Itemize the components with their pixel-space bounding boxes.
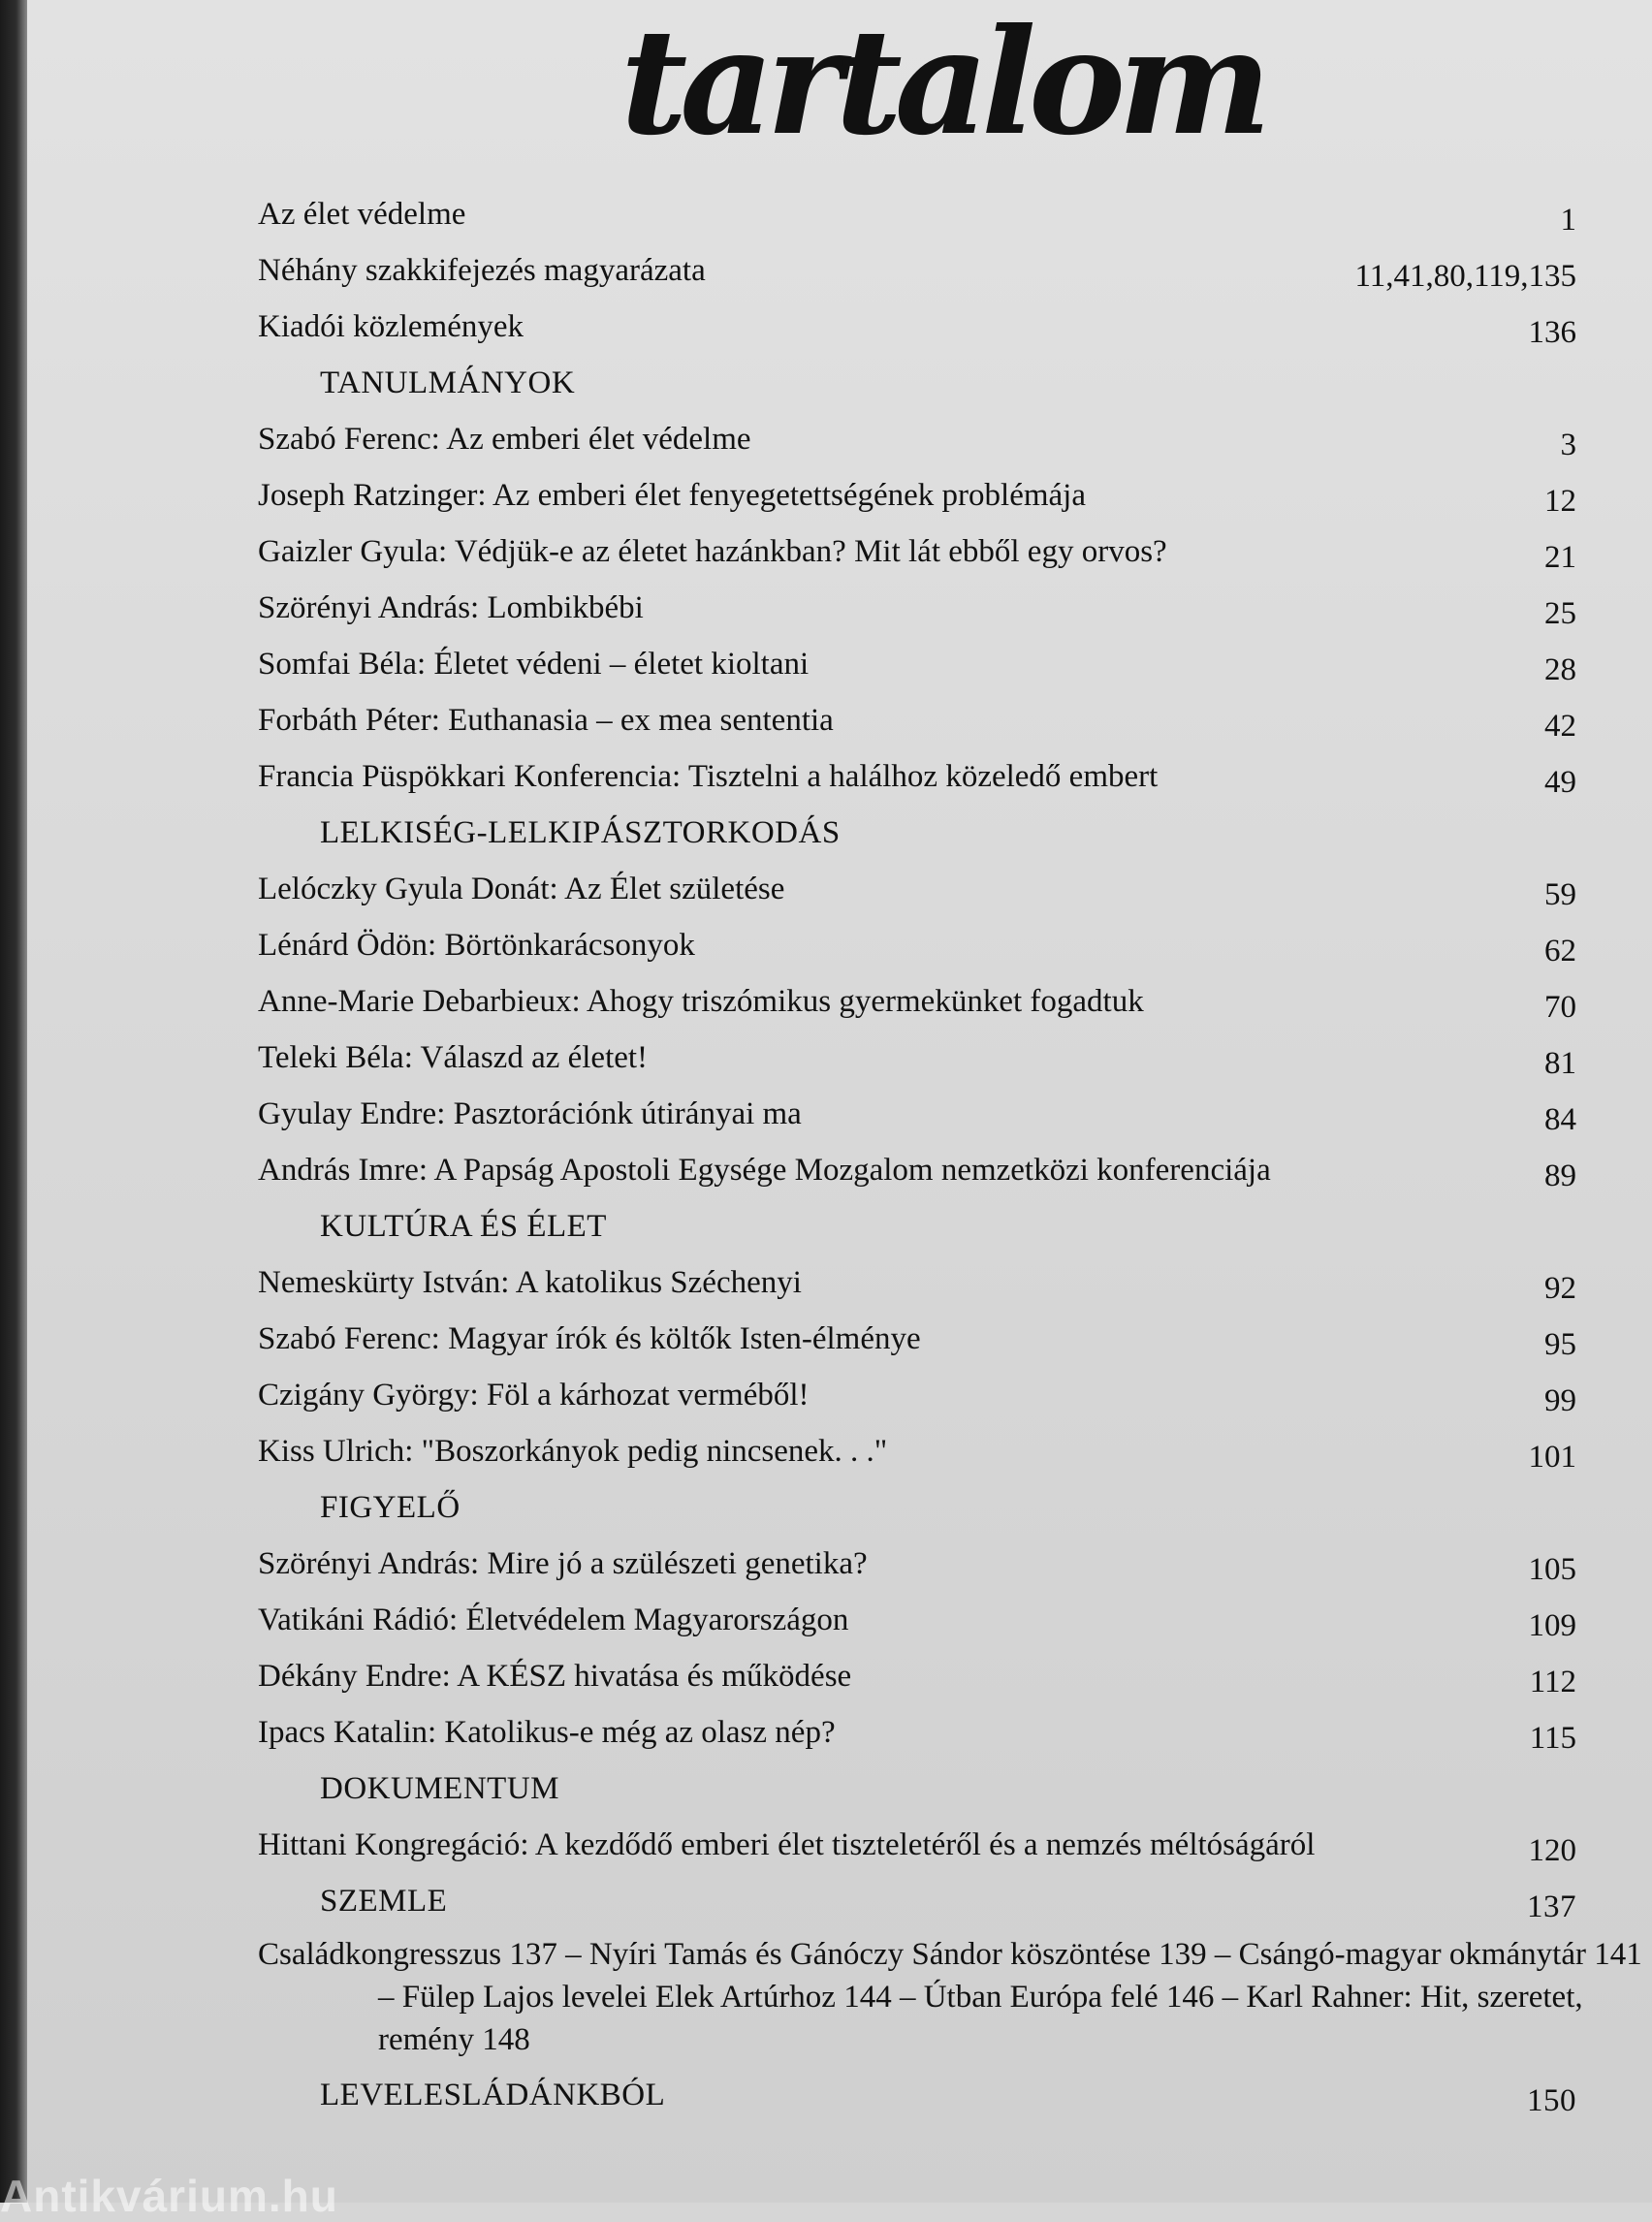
toc-entry: [258, 1311, 1576, 1367]
entry-title: Hittani Kongregáció: A kezdődő emberi élet tiszteletéről és a nemzés méltóságáról: [258, 1827, 1316, 1862]
entry-page: 105: [1528, 1552, 1576, 1587]
entry-title: Az élet védelme: [258, 197, 466, 232]
toc-entry: [258, 1086, 1576, 1142]
toc-entry: [258, 1367, 1576, 1423]
toc-entry: [258, 242, 1576, 299]
entry-page: 95: [1544, 1327, 1576, 1362]
entry-page: 59: [1544, 877, 1576, 912]
entry-page: 81: [1544, 1046, 1576, 1081]
entry-title: Gaizler Gyula: Védjük-e az életet hazánkban? Mit lát ebből egy orvos?: [258, 534, 1167, 569]
toc-entry: [258, 1254, 1576, 1311]
toc-entry: [258, 1817, 1576, 1873]
entry-page: 112: [1529, 1665, 1576, 1699]
entry-title: Lénárd Ödön: Börtönkarácsonyok: [258, 928, 695, 963]
section-heading-levelesladankbol: LEVELESLÁDÁNKBÓL 150: [258, 2067, 1576, 2123]
entry-title: Szabó Ferenc: Az emberi élet védelme: [258, 422, 751, 457]
toc-entry: [258, 973, 1576, 1030]
entry-page: 120: [1528, 1833, 1576, 1868]
entry-page: 28: [1544, 652, 1576, 687]
entry-page: 136: [1528, 315, 1576, 350]
toc-entry: [258, 692, 1576, 748]
entry-title: Joseph Ratzinger: Az emberi élet fenyegetettségének problémája: [258, 478, 1086, 513]
entry-title: Néhány szakkifejezés magyarázata: [258, 253, 706, 288]
entry-page: 84: [1544, 1102, 1576, 1137]
section-heading-tanulmanyok: TANULMÁNYOK: [320, 365, 576, 400]
toc-entry: [258, 1030, 1576, 1086]
section-heading-dokumentum: DOKUMENTUM: [320, 1771, 559, 1806]
entry-page: 49: [1544, 765, 1576, 800]
entry-page: 101: [1528, 1440, 1576, 1475]
toc-entry: [258, 524, 1576, 580]
entry-page: 42: [1544, 709, 1576, 744]
entry-title: Czigány György: Föl a kárhozat verméből!: [258, 1378, 810, 1413]
entry-title: Ipacs Katalin: Katolikus-e még az olasz nép?: [258, 1715, 836, 1750]
entry-title: Forbáth Péter: Euthanasia – ex mea sententia: [258, 703, 834, 738]
entry-title: Gyulay Endre: Pasztorációnk útirányai ma: [258, 1096, 802, 1131]
entry-title: Teleki Béla: Válaszd az életet!: [258, 1040, 649, 1075]
toc-entry: [258, 1423, 1576, 1479]
entry-page: 1: [1560, 203, 1576, 238]
section-heading-kultura: KULTÚRA ÉS ÉLET: [320, 1209, 607, 1244]
entry-title: Francia Püspökkari Konferencia: Tisztelni a halálhoz közeledő embert: [258, 759, 1159, 794]
entry-title: Anne-Marie Debarbieux: Ahogy triszómikus gyermekünket fogadtuk: [258, 984, 1144, 1019]
entry-page: 115: [1529, 1721, 1576, 1756]
toc-entry: [258, 1704, 1576, 1761]
toc-entry: [258, 1536, 1576, 1592]
toc-entry: [258, 1648, 1576, 1704]
entry-title: Szörényi András: Mire jó a szülészeti genetika?: [258, 1546, 868, 1581]
toc-entry: [258, 861, 1576, 917]
toc-entry: [258, 1142, 1576, 1198]
entry-page: 25: [1544, 596, 1576, 631]
entry-page: 21: [1544, 540, 1576, 575]
section-heading-lelkiseg: LELKISÉG-LELKIPÁSZTORKODÁS: [320, 815, 841, 850]
entry-page: 92: [1544, 1271, 1576, 1306]
book-spine-shadow: [0, 0, 27, 2203]
entry-page: 150: [1527, 2083, 1576, 2118]
toc-entry: [258, 467, 1576, 524]
toc-entry: [258, 1592, 1576, 1648]
toc-entry: [258, 748, 1576, 805]
entry-title: András Imre: A Papság Apostoli Egysége Mozgalom nemzetközi konferenciája: [258, 1153, 1271, 1188]
toc-entry: [258, 186, 1576, 242]
entry-page: 11,41,80,119,135: [1354, 259, 1576, 294]
toc-entry: [258, 411, 1576, 467]
watermark: Antikvárium.hu: [0, 2171, 338, 2221]
entry-page: 99: [1544, 1383, 1576, 1418]
entry-page: 89: [1544, 1159, 1576, 1193]
toc-entry: [258, 917, 1576, 973]
entry-page: 62: [1544, 934, 1576, 968]
entry-title: Vatikáni Rádió: Életvédelem Magyarországon: [258, 1603, 849, 1637]
table-of-contents: [258, 186, 1642, 2123]
page-title: tartalom: [620, 0, 1264, 168]
entry-title: Lelóczky Gyula Donát: Az Élet születése: [258, 872, 785, 906]
entry-page: 3: [1560, 428, 1576, 462]
entry-title: Nemeskürty István: A katolikus Széchenyi: [258, 1265, 802, 1300]
entry-title: Szabó Ferenc: Magyar írók és költők Isten-élménye: [258, 1321, 921, 1356]
entry-title: Szörényi András: Lombikbébi: [258, 590, 644, 625]
entry-title: Kiss Ulrich: "Boszorkányok pedig nincsenek. . .": [258, 1434, 888, 1469]
entry-page: 70: [1544, 990, 1576, 1025]
entry-title: Dékány Endre: A KÉSZ hivatása és működése: [258, 1659, 852, 1694]
entry-page: 109: [1528, 1608, 1576, 1643]
szemle-summary: Családkongresszus 137 – Nyíri Tamás és Gánóczy Sándor köszöntése 139 – Csángó-magyar okmánytár 141 – Fülep Lajos levelei Elek Artúrhoz 144 – Útban Európa felé 146 – Karl Rahner: Hit, szeretet, remény 148: [258, 1937, 1642, 2057]
toc-entry: [258, 636, 1576, 692]
toc-entry: [258, 580, 1576, 636]
entry-title: Kiadói közlemények: [258, 309, 524, 344]
section-heading-figyelo: FIGYELŐ: [320, 1490, 461, 1525]
section-heading-szemle: SZEMLE 137: [258, 1873, 1576, 1929]
entry-title: Somfai Béla: Életet védeni – életet kioltani: [258, 647, 810, 682]
toc-entry: [258, 299, 1576, 355]
entry-page: 137: [1527, 1889, 1576, 1924]
entry-page: 12: [1544, 484, 1576, 519]
